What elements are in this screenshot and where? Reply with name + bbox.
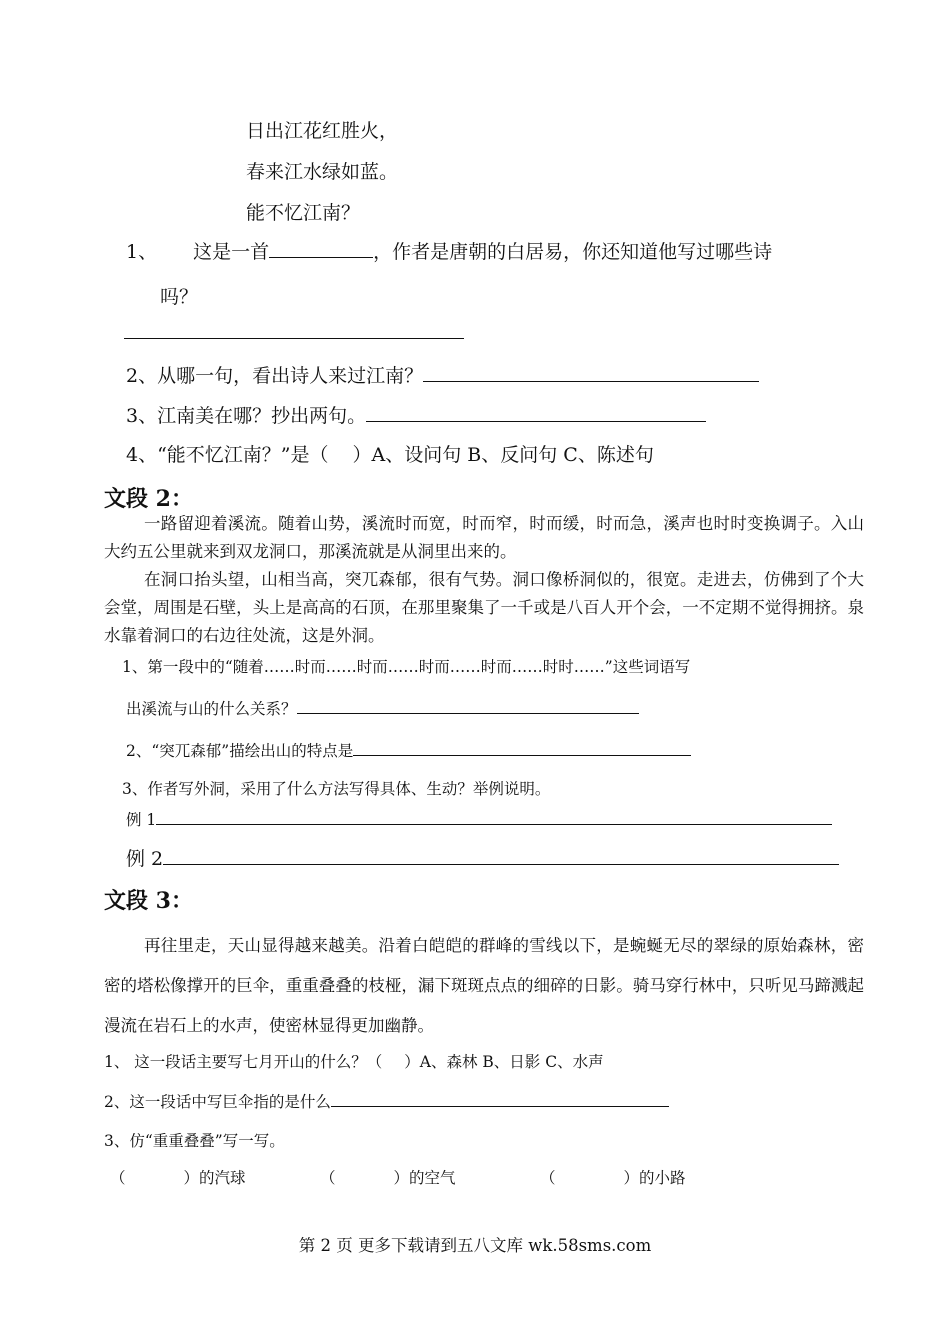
s3-question-2 [104, 1090, 669, 1112]
s1-q3-blank[interactable] [366, 420, 706, 422]
s1-question-1 [126, 237, 772, 264]
poem-line-3: 能不忆江南？ [246, 202, 361, 224]
s1-q2-blank[interactable] [423, 380, 759, 382]
s3-q2-text: 2、这一段话中写巨伞指的是什么 [104, 1093, 331, 1111]
s3-fill-1 [110, 1166, 246, 1188]
s3-fill-3-open: （ [540, 1169, 556, 1187]
s1-q1-number: 1、 [126, 241, 158, 263]
s2-q2-text: 2、“突兀森郁”描绘出山的特点是 [126, 742, 354, 760]
s3-q1-text-pre: 1、 这一段话主要写七月开山的什么？（ [104, 1053, 383, 1071]
page-footer: 第 2 页 更多下载请到五八文库 wk.58sms.com [298, 1236, 652, 1255]
s3-fill-3-close: ）的小路 [623, 1169, 686, 1187]
s1-question-4 [126, 440, 654, 467]
s2-ex1-label: 例 1 [126, 811, 157, 829]
s1-q2-text: 2、从哪一句，看出诗人来过江南？ [126, 365, 424, 387]
s3-q2-blank[interactable] [331, 1105, 669, 1107]
s2-q1-text: 出溪流与山的什么关系？ [126, 700, 297, 718]
s1-q4-text-post: ）A、设问句 B、反问句 C、陈述句 [352, 444, 654, 466]
s2-example-2 [126, 844, 839, 871]
poem-line-2: 春来江水绿如蓝。 [246, 161, 399, 183]
s1-q1-blank[interactable] [269, 256, 373, 258]
s3-fill-2 [320, 1166, 456, 1188]
s2-question-1a: 1、第一段中的“随着……时而……时而……时而……时而……时时……”这些词语写 [122, 658, 691, 676]
s3-fill-1-close: ）的汽球 [183, 1169, 246, 1187]
s3-paragraph-1: 再往里走，天山显得越来越美。沿着白皑皑的群峰的雪线以下，是蜿蜒无尽的翠绿的原始森林，密密的塔松像撑开的巨伞，重重叠叠的枝桠，漏下斑斑点点的细碎的日影。骑马穿行林中，只听见马蹄溅起漫流在岩石上的水声，使密林显得更加幽静。 [104, 936, 864, 1035]
s2-ex2-label: 例 2 [126, 848, 164, 870]
s2-paragraph-2: 在洞口抬头望，山相当高，突兀森郁，很有气势。洞口像桥洞似的，很宽。走进去，仿佛到了个大会堂，周围是石壁，头上是高高的石顶，在那里聚集了一千或是八百人开个会，一不定期不觉得拥挤。泉水靠着洞口的右边往处流，这是外洞。 [104, 570, 864, 645]
s2-heading: 文段 2： [104, 486, 193, 512]
s2-q2-blank[interactable] [353, 754, 691, 756]
s2-question-2 [126, 739, 691, 761]
s1-q4-text-pre: 4、“能不忆江南？”是（ [126, 444, 329, 466]
s3-question-1 [104, 1050, 604, 1072]
s3-fill-2-close: ）的空气 [393, 1169, 456, 1187]
s3-heading: 文段 3： [104, 888, 193, 914]
s3-fill-2-open: （ [320, 1169, 336, 1187]
s1-question-3 [126, 401, 706, 428]
s1-q1-text-pre: 这是一首 [193, 241, 270, 263]
s2-question-1b [126, 697, 639, 719]
s2-paragraph-1: 一路留迎着溪流。随着山势，溪流时而宽，时而窄，时而缓，时而急，溪声也时时变换调子。入山大约五公里就来到双龙洞口，那溪流就是从洞里出来的。 [104, 514, 864, 561]
poem-line-1: 日出江花红胜火， [246, 120, 399, 142]
s3-q1-text-post: ）A、森林 B、日影 C、水声 [404, 1053, 604, 1071]
s1-question-2 [126, 361, 759, 388]
s2-example-1 [126, 808, 832, 830]
s1-q1-continuation: 吗？ [160, 286, 199, 308]
s3-fill-1-open: （ [110, 1169, 126, 1187]
s2-question-3: 3、作者写外洞，采用了什么方法写得具体、生动？举例说明。 [122, 780, 551, 798]
s1-q3-text: 3、江南美在哪？抄出两句。 [126, 405, 367, 427]
s2-q1-blank[interactable] [297, 712, 639, 714]
s2-ex2-blank[interactable] [163, 863, 839, 865]
s2-ex1-blank[interactable] [156, 823, 832, 825]
s3-question-3: 3、仿“重重叠叠”写一写。 [104, 1132, 285, 1150]
s1-q1-answer-line[interactable] [124, 338, 464, 339]
s3-fill-3 [540, 1166, 686, 1188]
s1-q1-text-post: ，作者是唐朝的白居易，你还知道他写过哪些诗 [373, 241, 773, 263]
